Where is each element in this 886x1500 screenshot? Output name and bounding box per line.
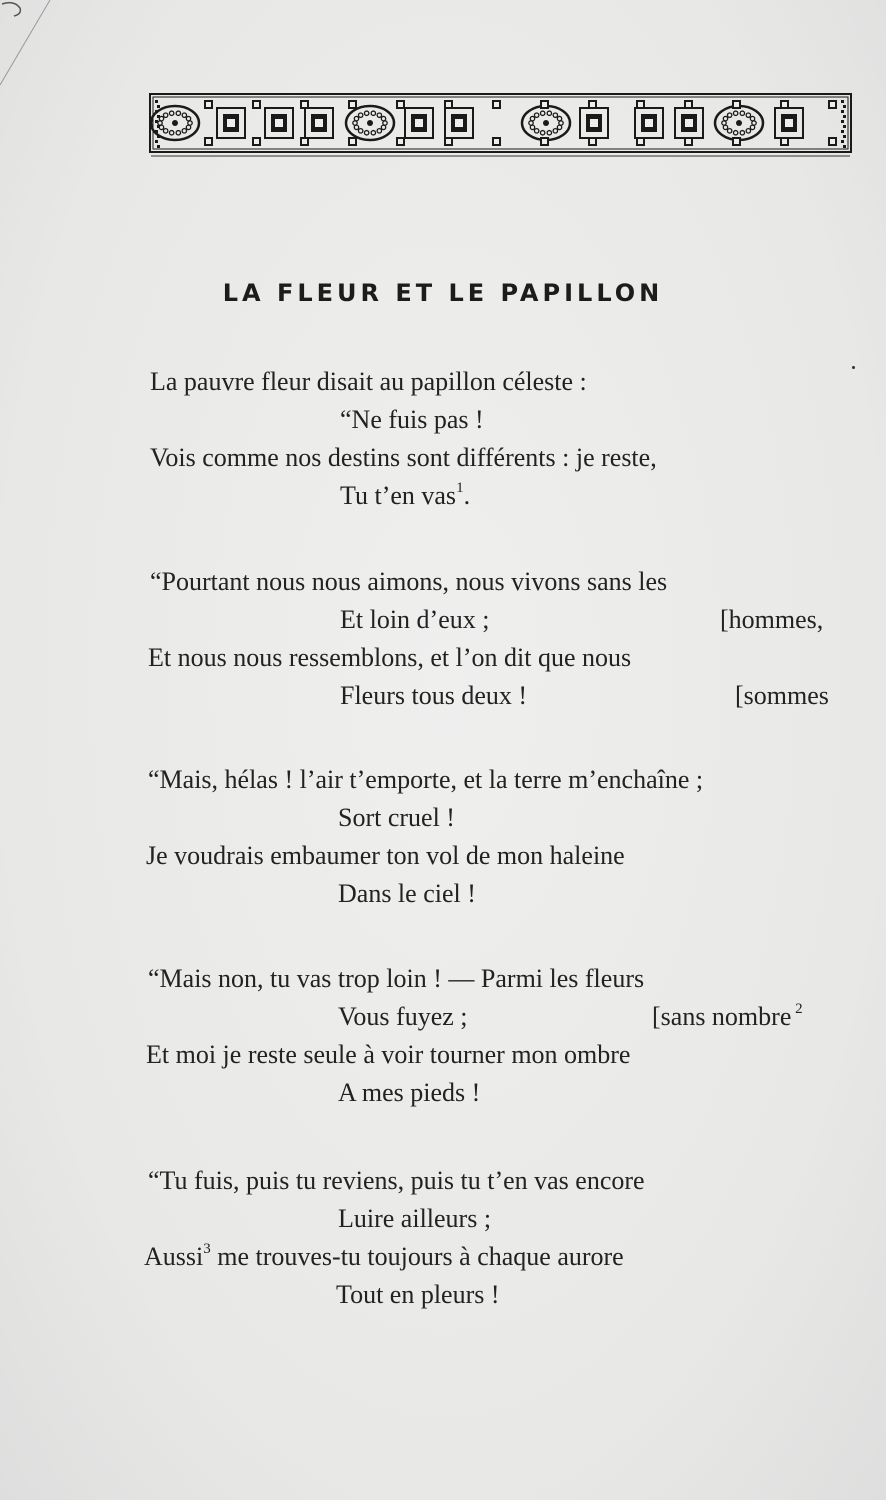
footnote-marker: 1 <box>456 480 464 496</box>
poem-line-text: Et nous nous ressemblons, et l’on dit que nous <box>148 643 632 672</box>
ornamental-header-border <box>149 93 852 159</box>
poem-line-text: Tu t’en vas <box>340 481 457 510</box>
poem-line-overflow <box>720 607 823 633</box>
poem-line-text: Et moi je reste seule à voir tourner mon ombre <box>146 1040 631 1069</box>
poem-line-text: Et loin d’eux ; <box>340 605 490 634</box>
poem-line-text: “Tu fuis, puis tu reviens, puis tu t’en vas encore <box>148 1166 645 1195</box>
poem-line-text: “Pourtant nous nous aimons, nous vivons sans les <box>150 567 668 596</box>
poem-line-text: “Mais non, tu vas trop loin ! — Parmi les fleurs <box>148 964 645 993</box>
poem-line <box>146 843 625 869</box>
poem-line <box>338 1080 480 1106</box>
poem-line-overflow <box>735 683 829 709</box>
poem-line <box>340 683 527 709</box>
poem-line-text: “Mais, hélas ! l’air t’emporte, et la terre m’enchaîne ; <box>148 765 704 794</box>
poem-line <box>148 645 631 671</box>
poem-line-text: Vois comme nos destins sont différents : je reste, <box>150 443 657 472</box>
footnote-marker: 2 <box>791 1001 803 1017</box>
poem-line-overflow-text: [sans nombre <box>652 1002 792 1031</box>
poem-line <box>340 607 489 633</box>
poem-line <box>336 1282 500 1308</box>
corner-mark <box>0 0 60 90</box>
poem-line <box>148 1168 645 1194</box>
poem-line <box>144 1241 624 1271</box>
poem-line-overflow-text: [hommes, <box>720 605 824 634</box>
poem-line-text: A mes pieds ! <box>338 1078 481 1107</box>
ink-speck <box>852 366 855 369</box>
poem-line-text: Luire ailleurs ; <box>338 1204 492 1233</box>
poem-line-text: “Ne fuis pas ! <box>340 405 484 434</box>
poem-line <box>340 480 471 510</box>
poem-line-text: La pauvre fleur disait au papillon céleste : <box>150 367 587 396</box>
poem-line-text: Aussi <box>144 1242 204 1271</box>
poem-line <box>338 1206 491 1232</box>
poem-line-text: Tout en pleurs ! <box>336 1280 500 1309</box>
poem-line-continuation: . <box>463 481 471 510</box>
poem-title: LA FLEUR ET LE PAPILLON <box>222 279 664 307</box>
poem-line <box>150 445 657 471</box>
poem-line-continuation: me trouves-tu toujours à chaque aurore <box>210 1242 624 1271</box>
poem-line <box>338 805 455 831</box>
footnote-marker: 3 <box>203 1241 211 1257</box>
poem-line-text: Fleurs tous deux ! <box>340 681 528 710</box>
poem-line <box>340 407 484 433</box>
poem-line-text: Vous fuyez ; <box>338 1002 468 1031</box>
poem-line <box>146 1042 630 1068</box>
poem-line-overflow <box>652 1001 803 1031</box>
poem-line <box>338 1004 468 1030</box>
poem-line-text: Dans le ciel ! <box>338 879 476 908</box>
poem-line <box>148 767 703 793</box>
poem-line <box>148 966 644 992</box>
poem-line-text: Sort cruel ! <box>338 803 455 832</box>
poem-line-overflow-text: [sommes <box>735 681 829 710</box>
poem-line <box>150 369 587 395</box>
poem-line <box>150 569 667 595</box>
poem-line-text: Je voudrais embaumer ton vol de mon haleine <box>146 841 625 870</box>
poem-line <box>338 881 476 907</box>
